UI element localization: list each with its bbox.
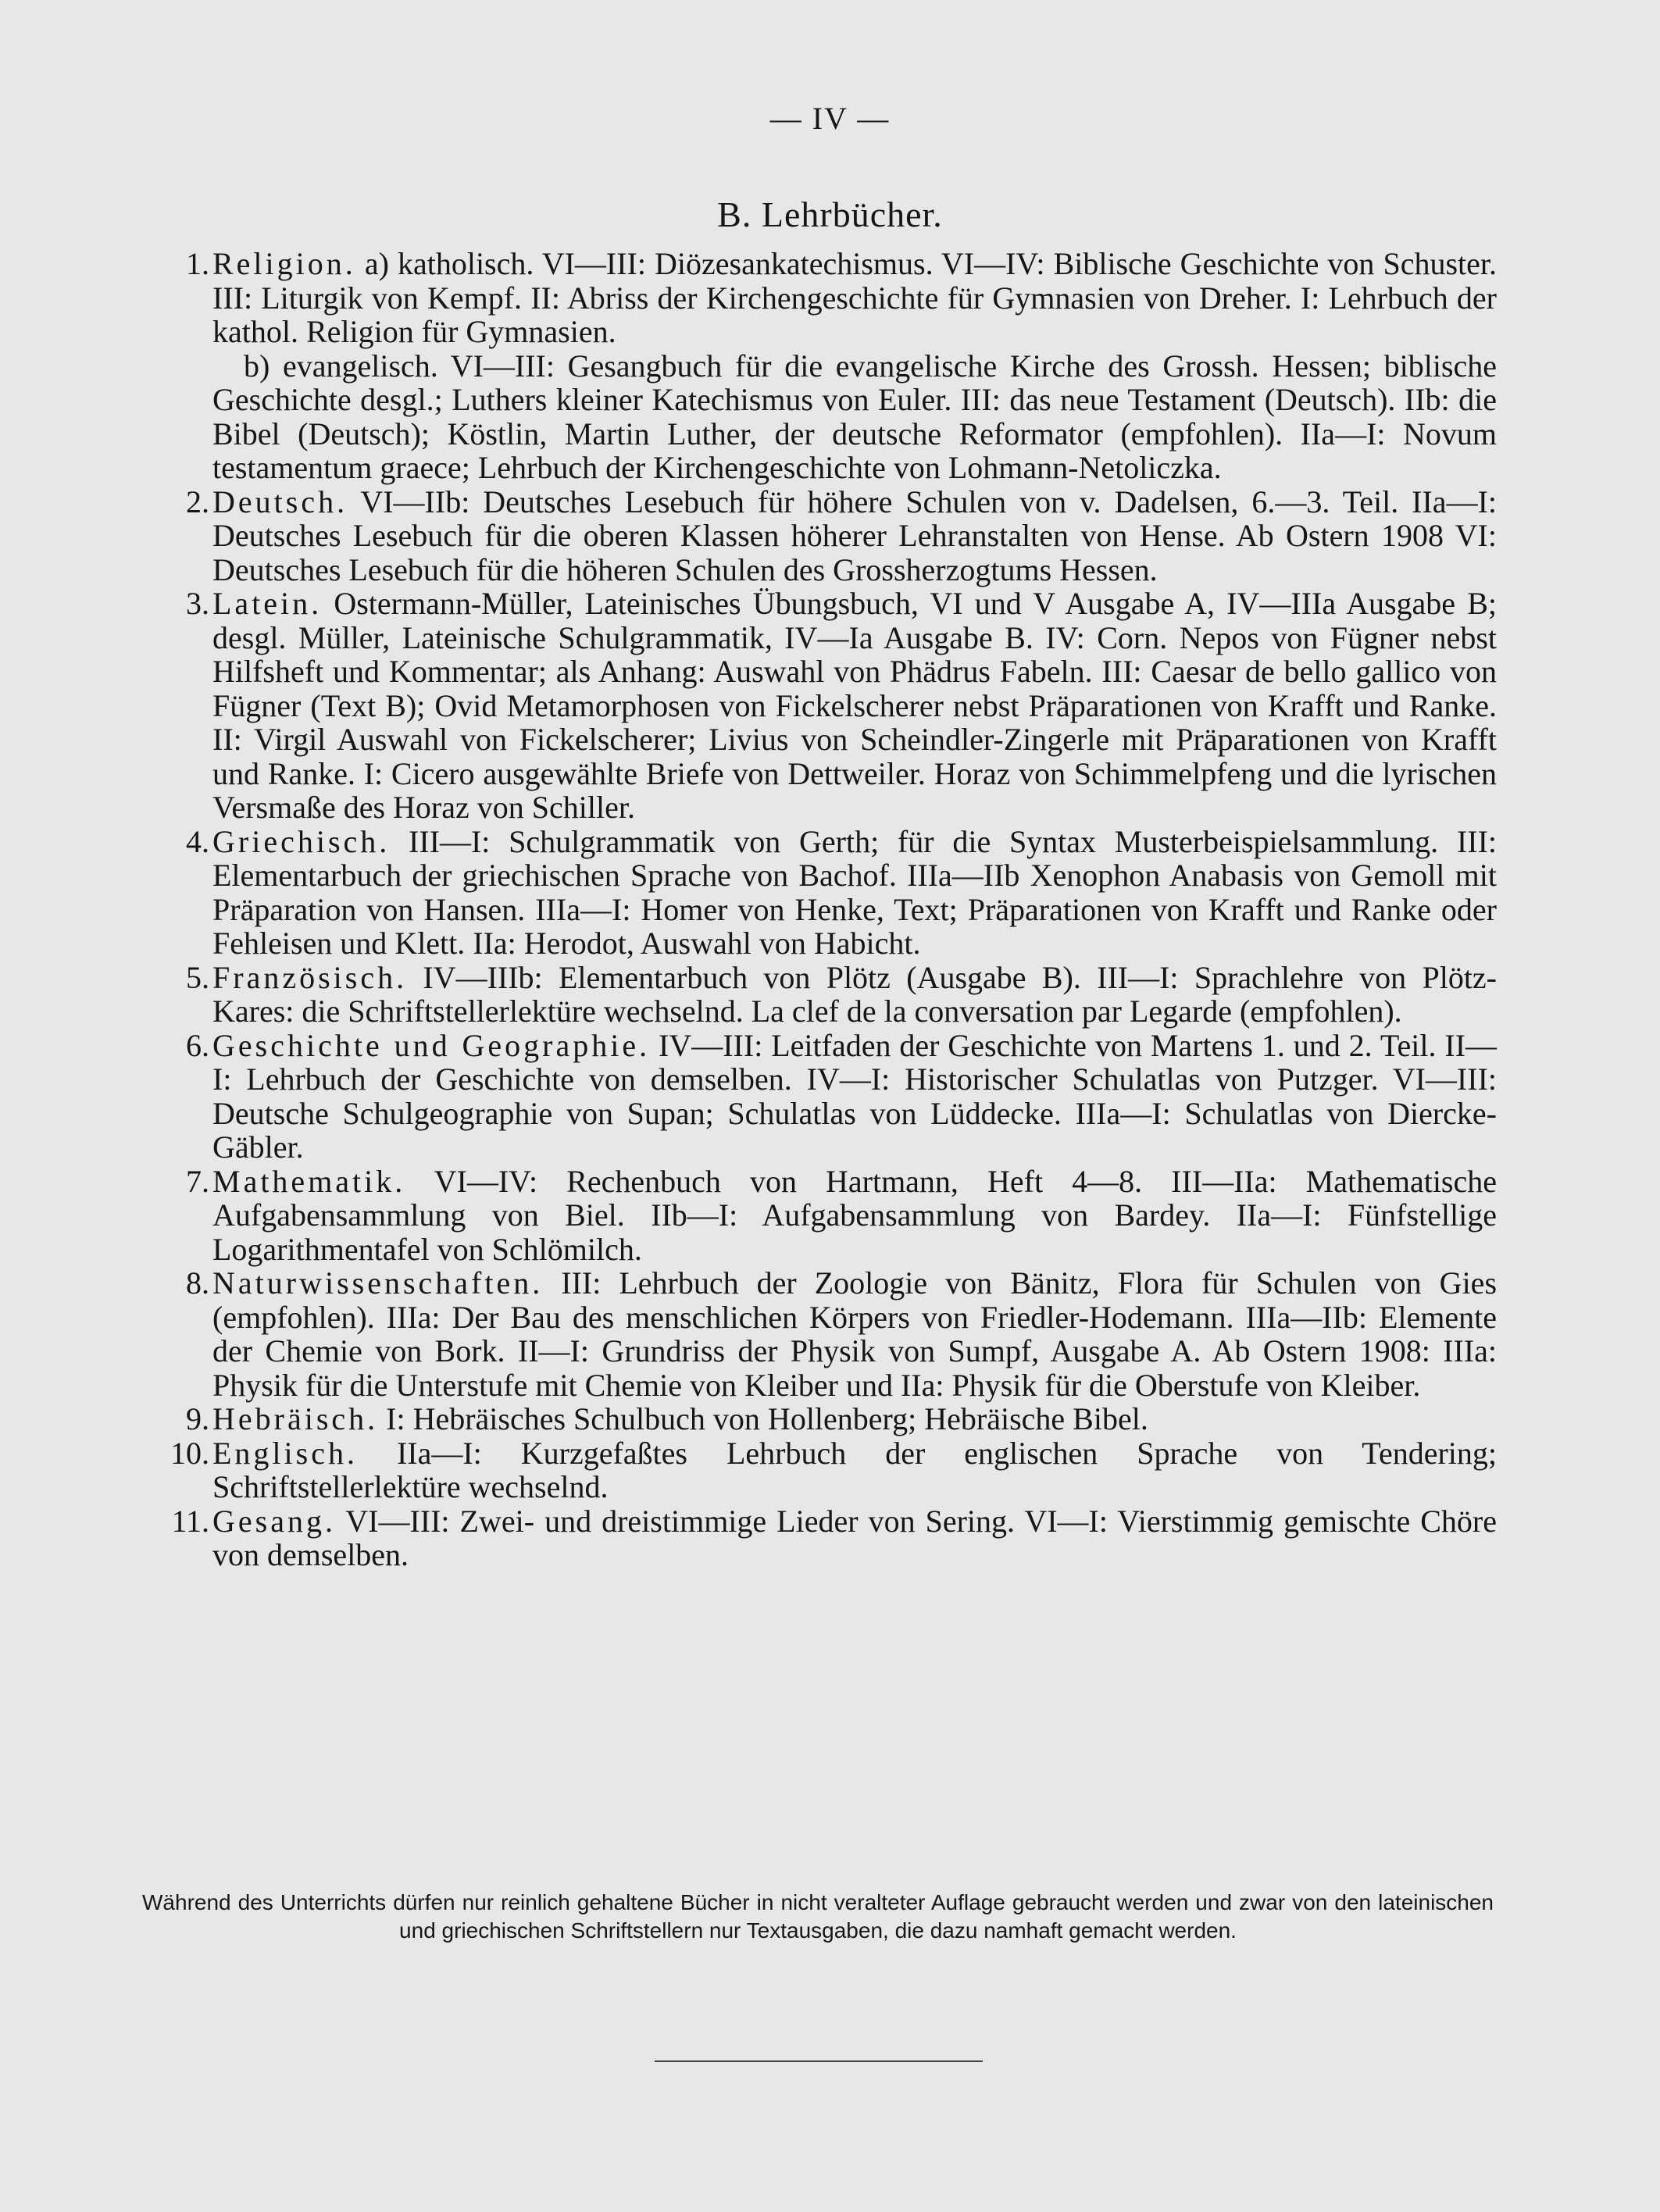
entry-number: 6.: [186, 1027, 209, 1063]
subject-heading: Französisch.: [212, 959, 408, 995]
entry-paragraph: b) evangelisch. VI—III: Gesangbuch für die evangelische Kirche des Grossh. Hessen; biblische Geschichte desgl.; Luthers kleiner Katechismus von Euler. III: das neue Testament (Deutsch). IIb: die Bibel (Deutsch); Köstlin, Martin Luther, der deutsche Reformator (empfohlen). IIa—I: Novum testamentum graece; Lehrbuch der Kirchengeschichte von Lohmann-Netoliczka.: [212, 348, 1497, 485]
entry-text: IIa—I: Kurzgefaßtes Lehrbuch der englischen Sprache von Tendering; Schriftstellerlektüre wechselnd.: [212, 1435, 1498, 1504]
entry-naturwissenschaften: [162, 1266, 1497, 1402]
entry-paragraph: [212, 1266, 1497, 1402]
entry-number: 3.: [186, 586, 209, 621]
subject-heading: Englisch.: [212, 1435, 358, 1471]
entry-paragraph: [212, 825, 1497, 961]
entry-latein: [162, 587, 1497, 825]
subject-heading: Geschichte und Geographie.: [212, 1027, 651, 1063]
entry-deutsch: [162, 485, 1497, 587]
entry-text: III: Lehrbuch der Zoologie von Bänitz, Flora für Schulen von Gies (empfohlen). IIIa: Der Bau des menschlichen Körpers von Friedler-Hodemann. IIIa—IIb: Elemente der Chemie von Bork. II—I: Grundriss der Physik von Sumpf, Ausgabe A. Ab Ostern 1908: IIIa: Physik für die Unterstufe mit Chemie von Kleiber und IIa: Physik für die Oberstufe von Kleiber.: [212, 1265, 1498, 1403]
entry-text: VI—IIb: Deutsches Lesebuch für höhere Schulen von v. Dadelsen, 6.—3. Teil. IIa—I: Deutsches Lesebuch für die oberen Klassen höherer Lehranstalten von Hense. Ab Ostern 1908 VI: Deutsches Lesebuch für die höheren Schulen des Grossherzogtums Hessen.: [212, 483, 1497, 587]
entry-text: III—I: Schulgrammatik von Gerth; für die Syntax Musterbeispielsammlung. III: Elementarbuch der griechischen Sprache von Bachof. IIIa—IIb Xenophon Anabasis von Gemoll mit Präparation von Hansen. IIIa—I: Homer von Henke, Text; Präparationen von Krafft und Ranke oder Fehleisen und Klett. IIa: Herodot, Auswahl von Habicht.: [212, 823, 1497, 961]
entry-text: VI—IV: Rechenbuch von Hartmann, Heft 4—8. III—IIa: Mathematische Aufgabensammlung von Biel. IIb—I: Aufgabensammlung von Bardey. IIa—I: Fünfstellige Logarithmentafel von Schlömilch.: [212, 1163, 1498, 1267]
entry-griechisch: [162, 825, 1497, 961]
entry-paragraph: [212, 247, 1497, 349]
page-number: — IV —: [769, 101, 891, 136]
entry-text: a) katholisch. VI—III: Diözesankatechismus. VI—IV: Biblische Geschichte von Schuster. III: Liturgik von Kempf. II: Abriss der Kirchengeschichte für Gymnasien von Dreher. I: Lehrbuch der kathol. Religion für Gymnasien.: [212, 246, 1498, 349]
subject-heading: Latein.: [212, 586, 323, 621]
entry-paragraph: [212, 1165, 1497, 1267]
entry-religion: [162, 247, 1497, 485]
entry-number: 5.: [186, 959, 209, 995]
entry-text: IV—IIIb: Elementarbuch von Plötz (Ausgabe B). III—I: Sprachlehre von Plötz-Kares: die Schriftstellerlektüre wechselnd. La clef de la conversation par Legarde (empfohlen).: [212, 959, 1498, 1029]
entry-text: VI—III: Zwei- und dreistimmige Lieder von Sering. VI—I: Vierstimmig gemischte Chöre von demselben.: [212, 1503, 1498, 1572]
entry-geschichte-geographie: [162, 1029, 1497, 1165]
entry-number: 4.: [186, 823, 209, 859]
entry-paragraph: [212, 1504, 1497, 1572]
entry-number: 10.: [170, 1435, 209, 1471]
entry-text: I: Hebräisches Schulbuch von Hollenberg; Hebräische Bibel.: [386, 1401, 1148, 1436]
subject-heading: Religion.: [212, 246, 356, 281]
entry-gesang: [162, 1504, 1497, 1572]
subject-heading: Deutsch.: [212, 483, 348, 519]
footnote: Während des Unterrichts dürfen nur reinlich gehaltene Bücher in nicht veralteter Auflage gebraucht werden und zwar von den lateinischen und griechischen Schriftstellern nur Textausgaben, die dazu namhaft gemacht werden.: [142, 1890, 1494, 1943]
subject-heading: Hebräisch.: [212, 1401, 379, 1436]
entry-paragraph: [212, 961, 1497, 1029]
entry-number: 9.: [186, 1401, 209, 1436]
entry-paragraph: [212, 1436, 1497, 1504]
entry-number: 1.: [186, 246, 209, 281]
entry-paragraph: [212, 485, 1497, 587]
entry-paragraph: [212, 1029, 1497, 1165]
entry-paragraph: [212, 587, 1497, 825]
entry-franzoesisch: [162, 961, 1497, 1029]
entry-text: Ostermann-Müller, Lateinisches Übungsbuch, VI und V Ausgabe A, IV—IIIa Ausgabe B; desgl. Müller, Lateinische Schulgrammatik, IV—Ia Ausgabe B. IV: Corn. Nepos von Fügner nebst Hilfsheft und Kommentar; als Anhang: Auswahl von Phädrus Fabeln. III: Caesar de bello gallico von Fügner (Text B); Ovid Metamorphosen von Fickelscherer nebst Präparationen von Krafft und Ranke. II: Virgil Auswahl von Fickelscherer; Livius von Scheindler-Zingerle mit Präparationen von Krafft und Ranke. I: Cicero ausgewählte Briefe von Dettweiler. Horaz von Schimmelpfeng und die lyrischen Versmaße des Horaz von Schiller.: [212, 586, 1497, 825]
entry-hebraeisch: [162, 1402, 1497, 1436]
entry-number: 2.: [186, 483, 209, 519]
entry-number: 11.: [171, 1503, 209, 1539]
end-rule-divider: [655, 2060, 983, 2062]
subject-heading: Gesang.: [212, 1503, 336, 1539]
entry-number: 8.: [186, 1265, 209, 1300]
subject-heading: Griechisch.: [212, 823, 391, 859]
subject-heading: Mathematik.: [212, 1163, 406, 1199]
entry-text: IV—III: Leitfaden der Geschichte von Martens 1. und 2. Teil. II—I: Lehrbuch der Geschichte von demselben. IV—I: Historischer Schulatlas von Putzger. VI—III: Deutsche Schulgeographie von Supan; Schulatlas von Lüddecke. IIIa—I: Schulatlas von Diercke-Gäbler.: [212, 1027, 1498, 1165]
entry-number: 7.: [186, 1163, 209, 1199]
textbook-list: [162, 247, 1497, 1572]
section-title: B. Lehrbücher.: [717, 194, 943, 234]
entry-mathematik: [162, 1165, 1497, 1267]
entry-paragraph: [212, 1402, 1497, 1436]
subject-heading: Naturwissenschaften.: [212, 1265, 544, 1300]
entry-englisch: [162, 1436, 1497, 1504]
